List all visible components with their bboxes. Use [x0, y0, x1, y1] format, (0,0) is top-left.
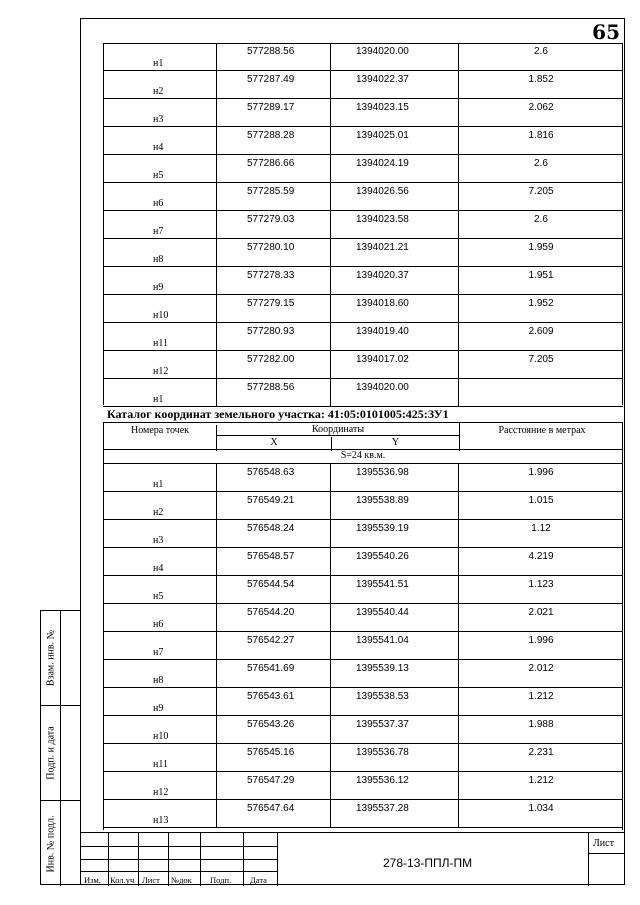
distance-cell [458, 800, 623, 827]
distance-value: 2.6 [534, 46, 548, 57]
x-cell [216, 800, 330, 827]
point-label: н2 [153, 507, 164, 518]
point-label: н9 [153, 703, 164, 714]
y-value: 1394020.37 [356, 270, 409, 281]
y-value: 1394020.00 [356, 382, 409, 393]
distance-value: 1.951 [528, 270, 554, 281]
x-value: 576548.57 [247, 551, 295, 562]
distance-cell [458, 239, 623, 266]
catalog-title: Каталог координат земельного участка: 41:05:0101005:425:ЗУ1 [107, 407, 449, 421]
table-row [103, 464, 623, 492]
y-cell [330, 744, 458, 771]
distance-cell [458, 548, 623, 575]
x-value: 576544.54 [247, 579, 295, 590]
y-cell [330, 716, 458, 743]
x-cell [216, 688, 330, 715]
y-value: 1395536.78 [356, 747, 409, 758]
y-cell [330, 464, 458, 491]
y-value: 1394023.15 [356, 102, 409, 113]
y-value: 1395537.37 [356, 719, 409, 730]
distance-cell [458, 660, 623, 687]
y-cell [330, 211, 458, 238]
distance-value: 7.205 [528, 186, 554, 197]
y-cell [330, 576, 458, 603]
x-cell [216, 379, 330, 406]
y-value: 1394017.02 [356, 354, 409, 365]
y-value: 1394018.60 [356, 298, 409, 309]
y-value: 1395538.53 [356, 691, 409, 702]
x-cell [216, 127, 330, 154]
distance-cell [458, 604, 623, 631]
y-value: 1395536.98 [356, 467, 409, 478]
x-value: 577289.17 [247, 102, 295, 113]
y-value: 1395538.89 [356, 495, 409, 506]
x-cell [216, 492, 330, 519]
distance-value: 1.015 [528, 495, 554, 506]
y-cell [330, 772, 458, 799]
distance-value: 2.609 [528, 326, 554, 337]
x-cell [216, 351, 330, 378]
distance-cell [458, 43, 623, 70]
point-label: н10 [153, 310, 169, 321]
x-cell [216, 267, 330, 294]
x-cell [216, 71, 330, 98]
point-label: н8 [153, 254, 164, 265]
point-label: н3 [153, 535, 164, 546]
distance-cell [458, 127, 623, 154]
header-coords: Координаты [217, 424, 459, 436]
distance-value: 2.012 [528, 663, 554, 674]
y-cell [330, 800, 458, 827]
distance-cell [458, 492, 623, 519]
table-row [103, 604, 623, 632]
point-label: н13 [153, 815, 169, 826]
y-cell [330, 295, 458, 322]
side-stamp [40, 610, 80, 885]
stamp-data: Дата [250, 875, 267, 885]
point-cell [103, 744, 216, 771]
y-cell [330, 492, 458, 519]
distance-cell [458, 155, 623, 182]
table-row [103, 43, 623, 71]
distance-cell [458, 716, 623, 743]
distance-cell [458, 772, 623, 799]
document-code: 278-13-ППЛ-ПМ [383, 856, 473, 870]
point-label: н5 [153, 591, 164, 602]
side-podp: Подп. и дата [41, 706, 81, 801]
point-cell [103, 660, 216, 687]
distance-value: 1.212 [528, 775, 554, 786]
x-value: 577285.59 [247, 186, 295, 197]
point-label: н1 [153, 58, 164, 69]
table-row [103, 239, 623, 267]
table-row [103, 379, 623, 407]
table-row [103, 660, 623, 688]
side-vzam: Взам. инв. № [41, 611, 81, 706]
point-cell [103, 211, 216, 238]
y-cell [330, 99, 458, 126]
point-label: н2 [153, 86, 164, 97]
y-cell [330, 660, 458, 687]
x-cell [216, 155, 330, 182]
point-label: н10 [153, 731, 169, 742]
table-row [103, 295, 623, 323]
distance-value: 1.996 [528, 467, 554, 478]
table-row [103, 183, 623, 211]
point-cell [103, 351, 216, 378]
y-value: 1394024.19 [356, 158, 409, 169]
point-cell [103, 239, 216, 266]
point-cell [103, 548, 216, 575]
distance-value: 2.021 [528, 607, 554, 618]
x-cell [216, 239, 330, 266]
y-value: 1395539.13 [356, 663, 409, 674]
header-y: Y [331, 437, 459, 451]
stamp-podp: Подп. [210, 875, 232, 885]
point-cell [103, 155, 216, 182]
y-value: 1395540.26 [356, 551, 409, 562]
distance-value: 2.6 [534, 158, 548, 169]
distance-cell [458, 520, 623, 547]
point-label: н5 [153, 170, 164, 181]
point-cell [103, 632, 216, 659]
y-cell [330, 71, 458, 98]
point-label: н3 [153, 114, 164, 125]
y-value: 1395536.12 [356, 775, 409, 786]
distance-value: 1.996 [528, 635, 554, 646]
distance-value: 2.6 [534, 214, 548, 225]
table-row [103, 267, 623, 295]
point-cell [103, 688, 216, 715]
distance-cell [458, 211, 623, 238]
y-value: 1395541.51 [356, 579, 409, 590]
x-cell [216, 183, 330, 210]
point-cell [103, 99, 216, 126]
distance-value: 1.123 [528, 579, 554, 590]
x-cell [216, 211, 330, 238]
point-cell [103, 800, 216, 827]
x-value: 577288.56 [247, 46, 295, 57]
x-value: 576548.24 [247, 523, 295, 534]
point-cell [103, 464, 216, 491]
stamp-ndok: №док [171, 875, 192, 885]
distance-cell [458, 744, 623, 771]
x-cell [216, 43, 330, 70]
y-value: 1395537.28 [356, 803, 409, 814]
distance-cell [458, 632, 623, 659]
y-cell [330, 267, 458, 294]
distance-cell [458, 71, 623, 98]
y-value: 1394020.00 [356, 46, 409, 57]
point-cell [103, 604, 216, 631]
table-row [103, 716, 623, 744]
x-cell [216, 744, 330, 771]
x-cell [216, 772, 330, 799]
point-cell [103, 43, 216, 70]
table-row [103, 71, 623, 99]
distance-value: 2.062 [528, 102, 554, 113]
y-cell [330, 127, 458, 154]
stamp-izm: Изм. [84, 875, 101, 885]
y-cell [330, 239, 458, 266]
x-cell [216, 604, 330, 631]
table-row [103, 492, 623, 520]
table-row [103, 772, 623, 800]
y-value: 1395541.04 [356, 635, 409, 646]
distance-cell [458, 99, 623, 126]
point-cell [103, 716, 216, 743]
distance-cell [458, 464, 623, 491]
distance-value: 4.219 [528, 551, 554, 562]
point-label: н6 [153, 619, 164, 630]
y-cell [330, 548, 458, 575]
distance-value: 1.952 [528, 298, 554, 309]
point-cell [103, 183, 216, 210]
x-value: 576547.29 [247, 775, 295, 786]
point-cell [103, 772, 216, 799]
y-cell [330, 604, 458, 631]
x-cell [216, 660, 330, 687]
distance-value: 1.212 [528, 691, 554, 702]
distance-cell [458, 267, 623, 294]
point-cell [103, 71, 216, 98]
x-value: 576543.61 [247, 691, 295, 702]
distance-cell [458, 295, 623, 322]
side-inv: Инв. № подл. [41, 801, 81, 886]
table-row [103, 744, 623, 772]
distance-value: 7.205 [528, 354, 554, 365]
point-label: н12 [153, 366, 169, 377]
point-cell [103, 379, 216, 406]
table2-header [103, 422, 623, 450]
y-cell [330, 520, 458, 547]
page-number: 65 [592, 20, 620, 44]
point-label: н1 [153, 394, 164, 405]
y-cell [330, 688, 458, 715]
distance-value: 1.852 [528, 74, 554, 85]
table-row [103, 688, 623, 716]
point-label: н6 [153, 198, 164, 209]
header-points: Номера точек [104, 425, 217, 451]
x-cell [216, 548, 330, 575]
point-label: н4 [153, 142, 164, 153]
y-value: 1394019.40 [356, 326, 409, 337]
point-label: н1 [153, 479, 164, 490]
y-value: 1394025.01 [356, 130, 409, 141]
x-cell [216, 323, 330, 350]
x-value: 577288.56 [247, 382, 295, 393]
distance-cell [458, 576, 623, 603]
table-row [103, 800, 623, 828]
x-cell [216, 99, 330, 126]
y-value: 1394026.56 [356, 186, 409, 197]
distance-cell [458, 183, 623, 210]
distance-cell [458, 688, 623, 715]
y-cell [330, 351, 458, 378]
y-value: 1395540.44 [356, 607, 409, 618]
point-label: н4 [153, 563, 164, 574]
point-cell [103, 520, 216, 547]
title-block [80, 832, 625, 885]
point-cell [103, 127, 216, 154]
header-dist: Расстояние в метрах [459, 423, 624, 451]
table-row [103, 323, 623, 351]
x-value: 576542.27 [247, 635, 295, 646]
x-cell [216, 716, 330, 743]
x-cell [216, 632, 330, 659]
stamp-kol: Кол.уч [110, 875, 135, 885]
x-value: 577279.03 [247, 214, 295, 225]
point-label: н7 [153, 226, 164, 237]
distance-value: 1.816 [528, 130, 554, 141]
table-row [103, 576, 623, 604]
x-value: 577282.00 [247, 354, 295, 365]
x-value: 577286.66 [247, 158, 295, 169]
point-label: н7 [153, 647, 164, 658]
distance-value: 1.034 [528, 803, 554, 814]
y-cell [330, 155, 458, 182]
distance-cell [458, 323, 623, 350]
y-value: 1394021.21 [356, 242, 409, 253]
distance-value: 2.231 [528, 747, 554, 758]
x-value: 576547.64 [247, 803, 295, 814]
x-value: 576549.21 [247, 495, 295, 506]
x-value: 577287.49 [247, 74, 295, 85]
distance-cell [458, 379, 623, 406]
x-cell [216, 464, 330, 491]
x-value: 577280.93 [247, 326, 295, 337]
distance-value: 1.12 [531, 523, 551, 534]
point-cell [103, 576, 216, 603]
point-cell [103, 492, 216, 519]
x-value: 577278.33 [247, 270, 295, 281]
point-cell [103, 295, 216, 322]
point-cell [103, 323, 216, 350]
table-row [103, 99, 623, 127]
x-cell [216, 520, 330, 547]
stamp-list: Лист [142, 875, 160, 885]
table-row [103, 632, 623, 660]
distance-value: 1.959 [528, 242, 554, 253]
x-value: 576545.16 [247, 747, 295, 758]
sheet-label: Лист [593, 838, 614, 849]
x-value: 576541.69 [247, 663, 295, 674]
table-row [103, 520, 623, 548]
point-label: н12 [153, 787, 169, 798]
table-row [103, 548, 623, 576]
x-value: 577279.15 [247, 298, 295, 309]
point-label: н8 [153, 675, 164, 686]
x-value: 576544.20 [247, 607, 295, 618]
point-cell [103, 267, 216, 294]
distance-cell [458, 351, 623, 378]
x-value: 577280.10 [247, 242, 295, 253]
table-row [103, 127, 623, 155]
x-cell [216, 576, 330, 603]
y-cell [330, 43, 458, 70]
y-value: 1395539.19 [356, 523, 409, 534]
header-x: X [270, 437, 278, 448]
area-row: S=24 кв.м. [103, 450, 623, 464]
y-cell [330, 632, 458, 659]
point-label: н11 [153, 338, 168, 349]
table-row [103, 351, 623, 379]
distance-value: 1.988 [528, 719, 554, 730]
point-label: н11 [153, 759, 168, 770]
x-value: 576548.63 [247, 467, 295, 478]
y-cell [330, 183, 458, 210]
table-row [103, 211, 623, 239]
y-value: 1394022.37 [356, 74, 409, 85]
y-cell [330, 379, 458, 406]
x-cell [216, 295, 330, 322]
x-value: 576543.26 [247, 719, 295, 730]
y-cell [330, 323, 458, 350]
y-value: 1394023.58 [356, 214, 409, 225]
x-value: 577288.28 [247, 130, 295, 141]
table-row [103, 155, 623, 183]
point-label: н9 [153, 282, 164, 293]
